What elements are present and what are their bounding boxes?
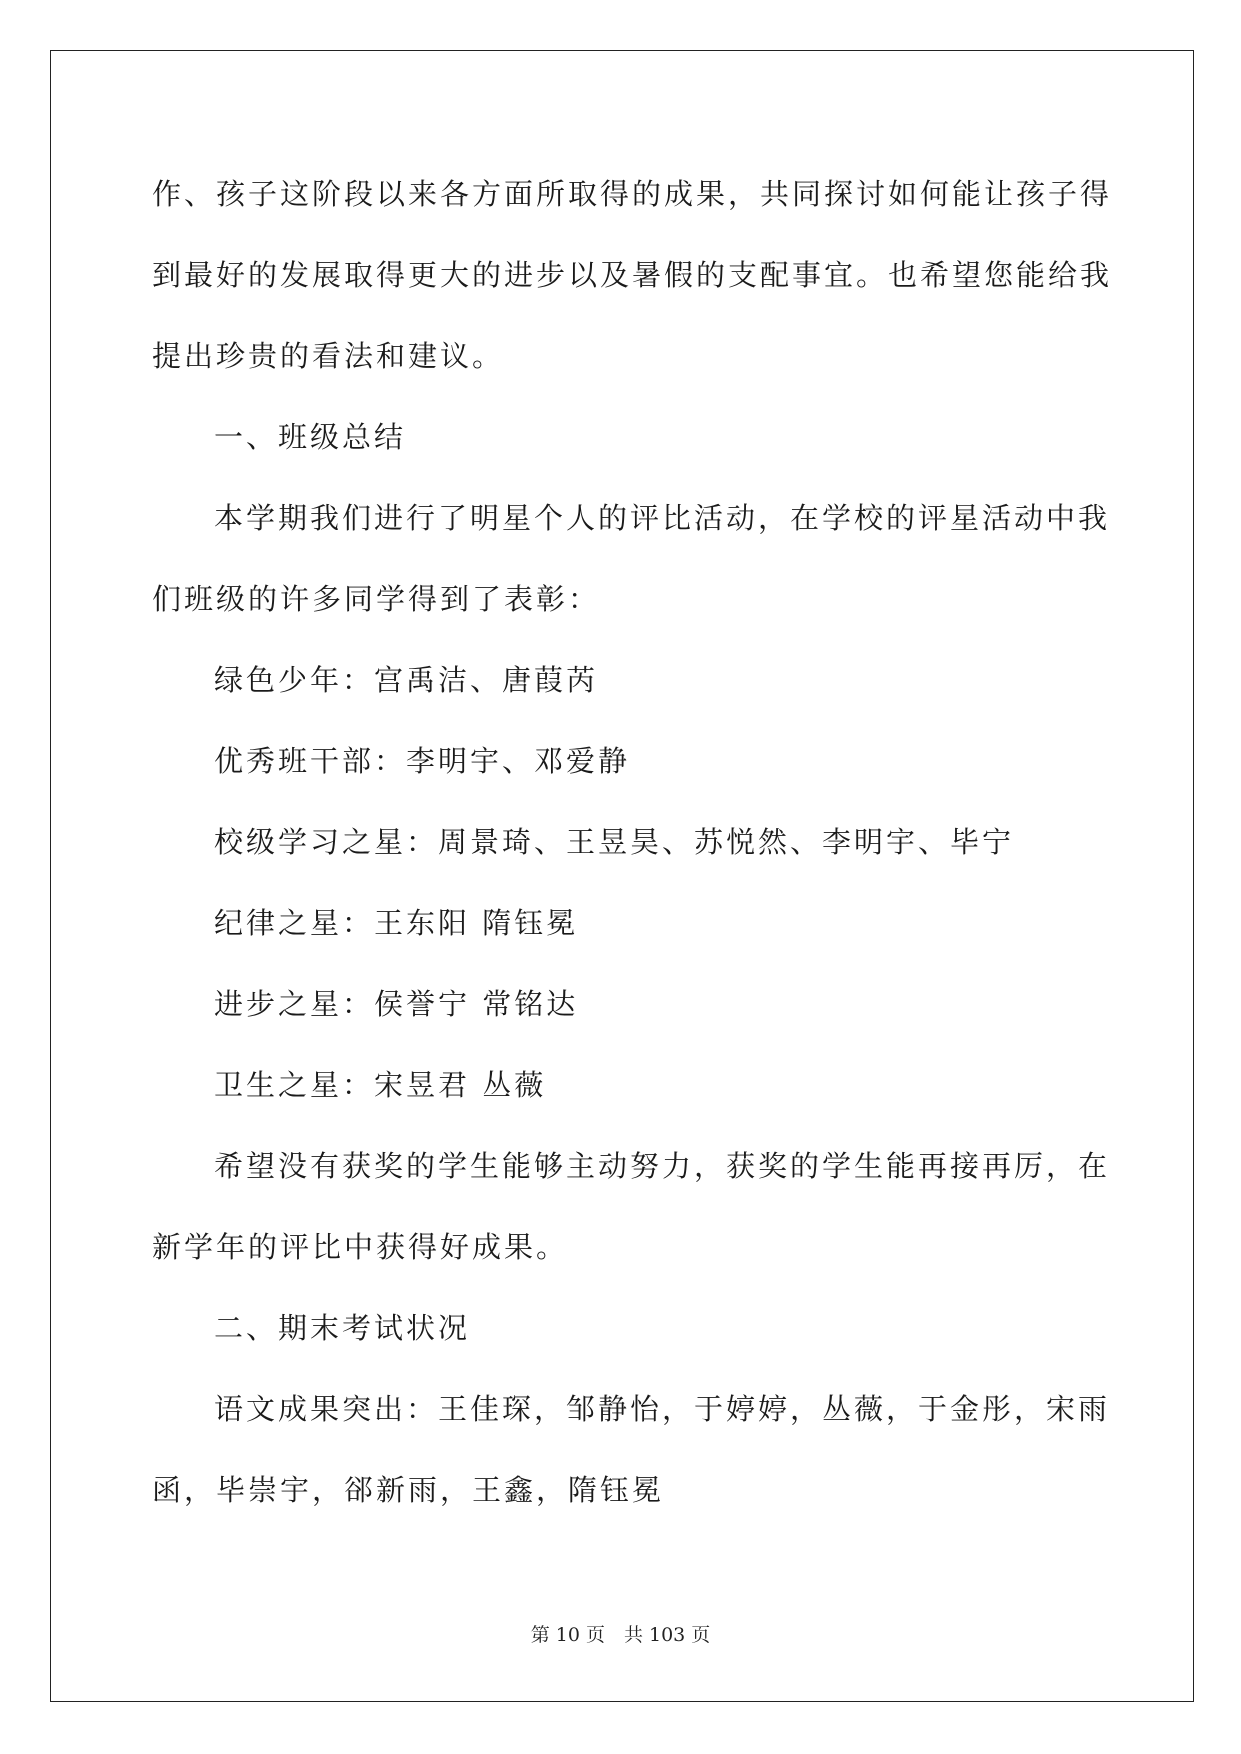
paragraph: 语文成果突出：王佳琛，邹静怡，于婷婷，丛薇，于金彤，宋雨 [214,1392,1111,1426]
paragraph: 新学年的评比中获得好成果。 [152,1230,569,1264]
paragraph: 作、孩子这阶段以来各方面所取得的成果，共同探讨如何能让孩子得 [152,177,1113,211]
award-line: 进步之星：侯誉宁 常铭达 [214,987,579,1021]
award-line: 优秀班干部：李明宇、邓爱静 [214,744,631,778]
paragraph: 提出珍贵的看法和建议。 [152,339,505,373]
award-line: 卫生之星：宋昱君 丛薇 [214,1068,547,1102]
document-body [152,154,1113,1531]
award-line: 校级学习之星：周景琦、王昱昊、苏悦然、李明宇、毕宁 [214,825,1015,859]
paragraph: 函，毕崇宇，郤新雨，王鑫，隋钰冕 [152,1473,665,1507]
page-number-footer: 第 10 页 共 103 页 [530,1624,711,1646]
paragraph: 希望没有获奖的学生能够主动努力，获奖的学生能再接再厉，在 [214,1149,1111,1183]
paragraph: 到最好的发展取得更大的进步以及暑假的支配事宜。也希望您能给我 [152,258,1113,292]
award-line: 绿色少年：宫禹洁、唐葭芮 [214,663,599,697]
paragraph: 们班级的许多同学得到了表彰： [152,582,601,616]
award-line: 纪律之星：王东阳 隋钰冕 [214,906,579,940]
section-heading: 二、期末考试状况 [214,1311,471,1345]
section-heading: 一、班级总结 [214,420,407,454]
paragraph: 本学期我们进行了明星个人的评比活动，在学校的评星活动中我 [214,501,1111,535]
